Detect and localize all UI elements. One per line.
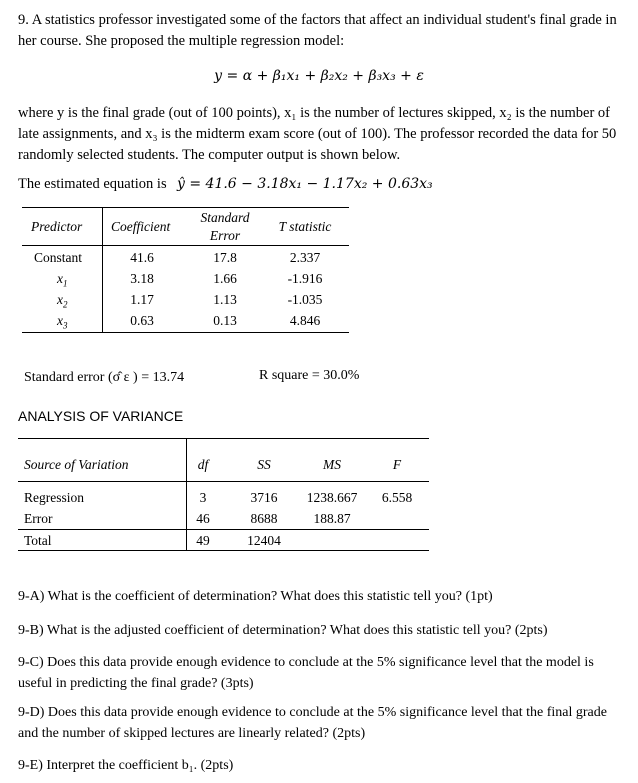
anova-row-regression-df: 3 <box>199 490 207 505</box>
coef-row-x1-coefficient: 3.18 <box>130 271 154 286</box>
question-9a: 9-A) What is the coefficient of determination? What does this statistic tell you? (1pt) <box>18 589 493 604</box>
coef-row-x2-coefficient: 1.17 <box>130 292 154 307</box>
estimated-equation: ŷ = 41.6 − 3.18x₁ − 1.17x₂ + 0.63x₃ <box>177 176 433 192</box>
anova-row-regression-ss: 3716 <box>250 490 278 505</box>
coef-row-constant-std-error: 17.8 <box>213 250 237 265</box>
coef-row-x3-coefficient: 0.63 <box>130 313 154 328</box>
question-9e: 9-E) Interpret the coefficient b₁. (2pts) <box>18 758 234 773</box>
coef-table-divider <box>102 207 103 333</box>
coef-row-x1-predictor: $x_1$ <box>57 271 68 289</box>
coef-table-bottom-rule <box>22 332 349 333</box>
anova-row-regression-ms: 1238.667 <box>306 490 358 505</box>
anova-header-f: F <box>392 457 402 472</box>
coef-row-constant-coefficient: 41.6 <box>130 250 154 265</box>
model-equation: y = α + β₁x₁ + β₂x₂ + β₃x₃ + ε <box>214 68 424 84</box>
question-9d: 9-D) Does this data provide enough evidence to conclude at the 5% significance level that the final grade and the number of skipped lectures are linearly related? (2pts) <box>18 705 607 741</box>
anova-header-rule <box>18 481 429 482</box>
estimated-label: The estimated equation is <box>18 176 167 192</box>
problem-description: where y is the final grade (out of 100 points), x₁ is the number of lectures skipped, x₂ is the number of late assignments, and x₃ is the midterm exam score (out of 100). The professor recorded the data for 50 randomly selected students. The computer output is shown below. <box>18 105 617 163</box>
coef-table-header-rule <box>22 245 349 246</box>
coef-row-x3-predictor: $x_3$ <box>57 313 68 331</box>
anova-row-total-df: 49 <box>196 533 210 548</box>
coef-header-std-error-2: Error <box>209 228 241 243</box>
coef-table-top-rule <box>22 207 349 208</box>
coef-row-x1-t: -1.916 <box>287 271 323 286</box>
question-9c: 9-C) Does this data provide enough evidence to conclude at the 5% significance level that the model is useful in predicting the final grade? (3pts) <box>18 655 594 691</box>
coef-row-x2-std-error: 1.13 <box>213 292 237 307</box>
anova-header-df: df <box>197 457 209 472</box>
question-9b: 9-B) What is the adjusted coefficient of determination? What does this statistic tell you? (2pts) <box>18 623 548 638</box>
anova-header-source: Source of Variation <box>24 457 129 472</box>
anova-row-total-source: Total <box>24 533 52 548</box>
coef-header-std-error-1: Standard <box>200 210 250 225</box>
anova-row-error-ss: 8688 <box>250 511 278 526</box>
anova-header-ss: SS <box>257 457 271 472</box>
coef-header-t-stat: T statistic <box>278 219 332 234</box>
anova-row-total-ss: 12404 <box>247 533 281 548</box>
coef-header-predictor: Predictor <box>31 219 83 234</box>
problem-intro: 9. A statistics professor investigated some of the factors that affect an individual student's final grade in her course. She proposed the multiple regression model: <box>18 12 617 49</box>
anova-header-ms: MS <box>323 457 341 472</box>
anova-row-regression-f: 6.558 <box>381 490 413 505</box>
coef-header-coefficient: Coefficient <box>111 219 171 234</box>
coef-row-x2-t: -1.035 <box>287 292 323 307</box>
r-square-value: R square = 30.0% <box>259 368 360 383</box>
anova-row-error-df: 46 <box>196 511 210 526</box>
coef-row-constant-t: 2.337 <box>289 250 321 265</box>
coef-row-x2-predictor: $x_2$ <box>57 292 68 310</box>
anova-total-rule <box>18 529 429 530</box>
coef-row-x3-std-error: 0.13 <box>213 313 237 328</box>
std-error-value: Standard error (σ̂ ε ) = 13.74 <box>24 370 185 385</box>
anova-top-rule <box>18 438 429 439</box>
anova-title: ANALYSIS OF VARIANCE <box>18 408 184 424</box>
coef-row-x1-std-error: 1.66 <box>213 271 237 286</box>
coef-row-constant-predictor: Constant <box>34 250 83 265</box>
anova-row-error-ms: 188.87 <box>313 511 351 526</box>
coef-row-x3-t: 4.846 <box>289 313 321 328</box>
anova-bottom-rule <box>18 550 429 551</box>
anova-row-error-source: Error <box>24 511 53 526</box>
anova-row-regression-source: Regression <box>24 490 84 505</box>
anova-divider <box>186 438 187 551</box>
